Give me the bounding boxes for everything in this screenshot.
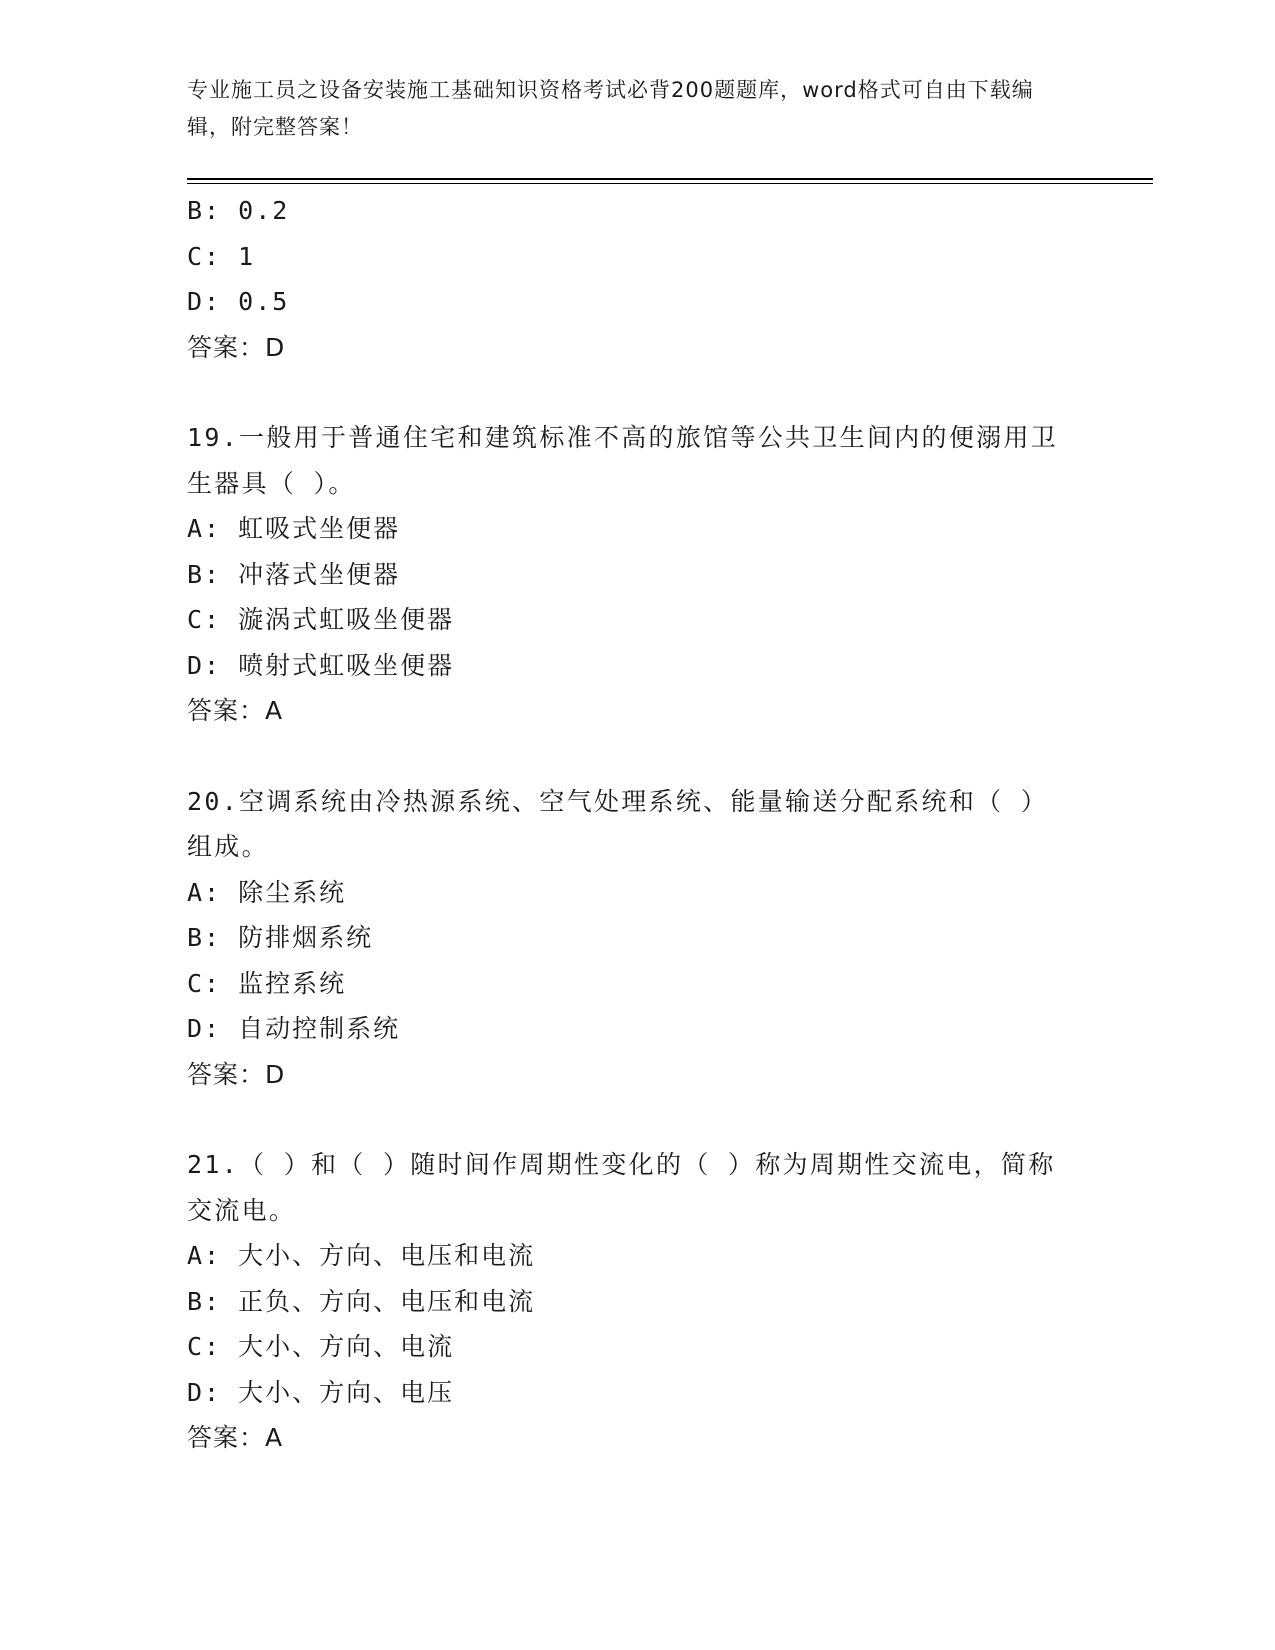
option-label: D: [187, 650, 222, 680]
header-divider-thin [187, 183, 1153, 184]
spacer [187, 734, 1087, 779]
option-a [187, 870, 1087, 916]
question-18-continued [187, 188, 1087, 370]
option-text: 大小、方向、电压 [238, 1377, 455, 1407]
question-stem: 19.一般用于普通住宅和建筑标准不高的旅馆等公共卫生间内的便溺用卫生器具（ ）。 [187, 423, 1059, 498]
option-text: 虹吸式坐便器 [238, 514, 401, 543]
option-text: 大小、方向、电压和电流 [238, 1241, 536, 1270]
spacer [187, 1097, 1087, 1142]
spacer [187, 370, 1087, 415]
option-text: 1 [238, 241, 256, 271]
option-label: A: [187, 877, 222, 907]
option-text: 漩涡式虹吸坐便器 [238, 605, 455, 634]
option-b [187, 552, 1087, 598]
option-b [187, 915, 1087, 961]
option-label: D: [187, 287, 222, 316]
option-text: 0.2 [238, 196, 290, 225]
question-stem: 20.空调系统由冷热源系统、空气处理系统、能量输送分配系统和（ ）组成。 [187, 786, 1049, 861]
option-label: C: [187, 241, 222, 271]
option-label: C: [187, 968, 222, 998]
option-c [187, 234, 1087, 280]
option-label: D: [187, 1377, 222, 1407]
option-label: A: [187, 514, 222, 543]
option-text: 冲落式坐便器 [238, 559, 401, 589]
option-text: 防排烟系统 [238, 923, 374, 952]
option-text: 自动控制系统 [238, 1014, 401, 1043]
option-c [187, 597, 1087, 643]
option-d [187, 1370, 1087, 1416]
option-b [187, 1279, 1087, 1325]
option-text: 0.5 [238, 287, 290, 316]
option-c [187, 1324, 1087, 1370]
header-divider-thick [187, 178, 1153, 180]
option-text: 大小、方向、电流 [238, 1332, 455, 1361]
answer-line: 答案：D [187, 332, 286, 362]
option-label: A: [187, 1241, 222, 1270]
option-text: 喷射式虹吸坐便器 [238, 650, 455, 680]
answer-line: 答案：A [187, 1423, 284, 1452]
option-text: 除尘系统 [238, 877, 347, 907]
option-a [187, 1233, 1087, 1279]
option-d [187, 643, 1087, 689]
question-content [187, 188, 1087, 1461]
option-label: C: [187, 1332, 222, 1361]
option-label: C: [187, 605, 222, 634]
option-label: B: [187, 1286, 222, 1316]
document-header: 专业施工员之设备安装施工基础知识资格考试必背200题题库，word格式可自由下载编辑，附完整答案！ [187, 78, 1034, 139]
answer-line: 答案：A [187, 696, 284, 725]
question-20 [187, 779, 1087, 1098]
question-stem: 21.（ ）和（ ）随时间作周期性变化的（ ）称为周期性交流电，简称交流电。 [187, 1150, 1056, 1225]
option-text: 监控系统 [238, 968, 347, 998]
option-label: B: [187, 196, 222, 225]
question-21 [187, 1142, 1087, 1461]
option-a [187, 506, 1087, 552]
option-b [187, 188, 1087, 234]
option-label: B: [187, 559, 222, 589]
option-d [187, 279, 1087, 325]
option-text: 正负、方向、电压和电流 [238, 1286, 536, 1316]
option-c [187, 961, 1087, 1007]
question-19 [187, 415, 1087, 734]
answer-line: 答案：D [187, 1059, 286, 1089]
option-label: B: [187, 923, 222, 952]
option-d [187, 1006, 1087, 1052]
option-label: D: [187, 1014, 222, 1043]
